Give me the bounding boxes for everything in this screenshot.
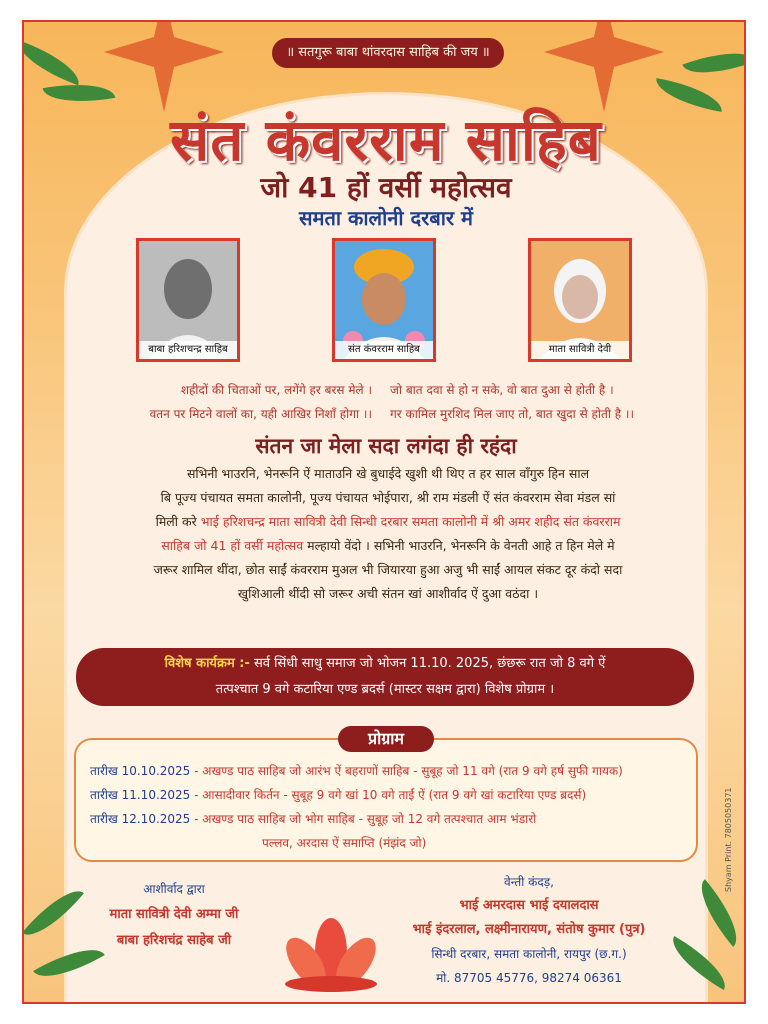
special-text: सर्व सिंधी साधु समाज जो भोजन 11.10. 2025, छंछरू रात जो 8 वगे ऐं [254,656,606,671]
couplet-right-line: जो बात दवा से हो न सके, वो बात दुआ से होती है । [390,383,614,397]
program-date: तारीख 11.10.2025 [90,788,191,802]
para-line [82,510,694,534]
special-line: तत्पश्चात 9 वगे कटारिया एण्ड ब्रदर्स (मास्टर सक्षम द्वारा) विशेष प्रोग्राम । [215,682,555,697]
para-line: बि पूज्य पंचायत समता कालोनी, पूज्य पंचायत भोईपारा, श्री राम मंडली ऐं संत कंवरराम सेवा मंडल सां [160,490,616,505]
section-heading: संतन जा मेला सदा लगंदा ही रहंदा [255,434,517,458]
couplet-right [390,378,710,426]
program-date: तारीख 12.10.2025 [90,812,191,826]
para-line: सभिनी भाउरनि, भेनरूनि ऐं माताउनि खे बुधाईदे खुशी थी थिए त हर साल वाँगुरु हिन साल [186,466,590,481]
para-highlight: साहिब जो 41 हों वर्सी महोत्सव [161,538,304,553]
program-text: - आसादीवार किर्तन - सुबूह 9 वगे खां 10 वगे ताईं ऐं [194,788,425,802]
blessing-label: आशीर्वाद द्वारा [143,882,205,896]
leaf-decoration [22,41,86,86]
program-text: पल्लव, अरदास ऐं समाप्ति (मंझंद जो) [262,836,427,850]
program-row [90,810,536,827]
request-address: सिन्धी दरबार, समता कालोनी, रायपुर (छ.ग.) [431,947,627,961]
request-block [364,870,694,990]
poster [22,20,746,1004]
special-line [76,651,694,677]
invitation-paragraph [82,462,694,606]
couplet-left-line: वतन पर मिटने वालों का, यही आखिर निशाँ होगा ।। [149,407,372,421]
photo-right [528,238,632,362]
printer-credit: Shyam Print. 7805050371 [724,787,733,892]
program-extra: (रात 9 वगे खां कटारिया एण्ड ब्रदर्स) [428,788,587,802]
para-highlight: भाई हरिशचन्द्र माता सावित्री देवी सिन्धी दरबार समता कालोनी में श्री अमर शहीद संत कंवरराम [200,514,621,529]
program-title: प्रोग्राम [338,726,434,752]
blessing-block [84,876,264,954]
program-row-continued [262,834,426,851]
couplet-left-line: शहीदों की चिताओं पर, लगेंगे हर बरस मेले । [180,383,372,397]
photo-caption-right: माता सावित्री देवी [531,341,629,359]
para-text: मल्हायो वेंदो । सभिनी भाउरनि, भेनरूनि के वेनती आहे त हिन मेले मे [307,538,615,553]
top-banner: ॥ सतगुरू बाबा थांवरदास साहिब की जय ॥ [272,38,504,68]
photo-left [136,238,240,362]
blessing-name: माता सावित्री देवी अम्मा जी [109,907,239,922]
para-text: मिली करे [155,514,197,529]
leaf-decoration [682,41,746,86]
request-label: वेन्ती कंदड़, [504,875,554,889]
main-title: संत कंवरराम साहिब [170,106,602,174]
para-line [82,534,694,558]
program-extra: (रात 9 वगे हर्ष सुफी गायक) [498,764,623,778]
request-name: भाई अमरदास भाई दयालदास [459,898,599,913]
program-text: - अखण्ड पाठ साहिब जो भोग साहिब - सुबूह जो 12 वगे तत्पश्चात आम भंडारो [194,812,537,826]
photo-caption-center: संत कंवरराम साहिब [335,341,433,359]
program-row [90,786,586,803]
program-row [90,762,623,779]
photo-center [332,238,436,362]
program-text: - अखण्ड पाठ साहिब जो आरंभ ऐं बहराणों साहिब - सुबूह जो 11 वगे [194,764,495,778]
request-phone: मो. 87705 45776, 98274 06361 [436,971,622,985]
program-date: तारीख 10.10.2025 [90,764,191,778]
subtitle: जो 41 हों वर्सी महोत्सव [260,171,512,204]
photo-caption-left: बाबा हरिशचन्द्र साहिब [139,341,237,359]
program-box [74,738,698,862]
special-program-banner [76,648,694,706]
request-name: भाई इंदरलाल, लक्ष्मीनारायण, संतोष कुमार (पुत्र) [412,922,646,937]
subtitle-venue: समता कालोनी दरबार में [298,206,474,230]
para-line: जरूर शामिल थींदा, छोत साईं कंवरराम मुअल भी जियारया हुआ अजु भी साईं आयल संकट दूर कंदो सदा [153,562,623,577]
couplet-left [72,378,372,426]
couplet-right-line: गर कामिल मुरशिद मिल जाए तो, बात खुदा से होती है ।। [390,407,635,421]
blessing-name: बाबा हरिशचंद्र साहेब जी [116,933,232,948]
special-label: विशेष कार्यक्रम :- [164,656,250,671]
para-line: खुशिआली थींदी सो जरूर अची संतन खां आशीर्वाद ऐं दुआ वठंदा । [237,586,539,601]
